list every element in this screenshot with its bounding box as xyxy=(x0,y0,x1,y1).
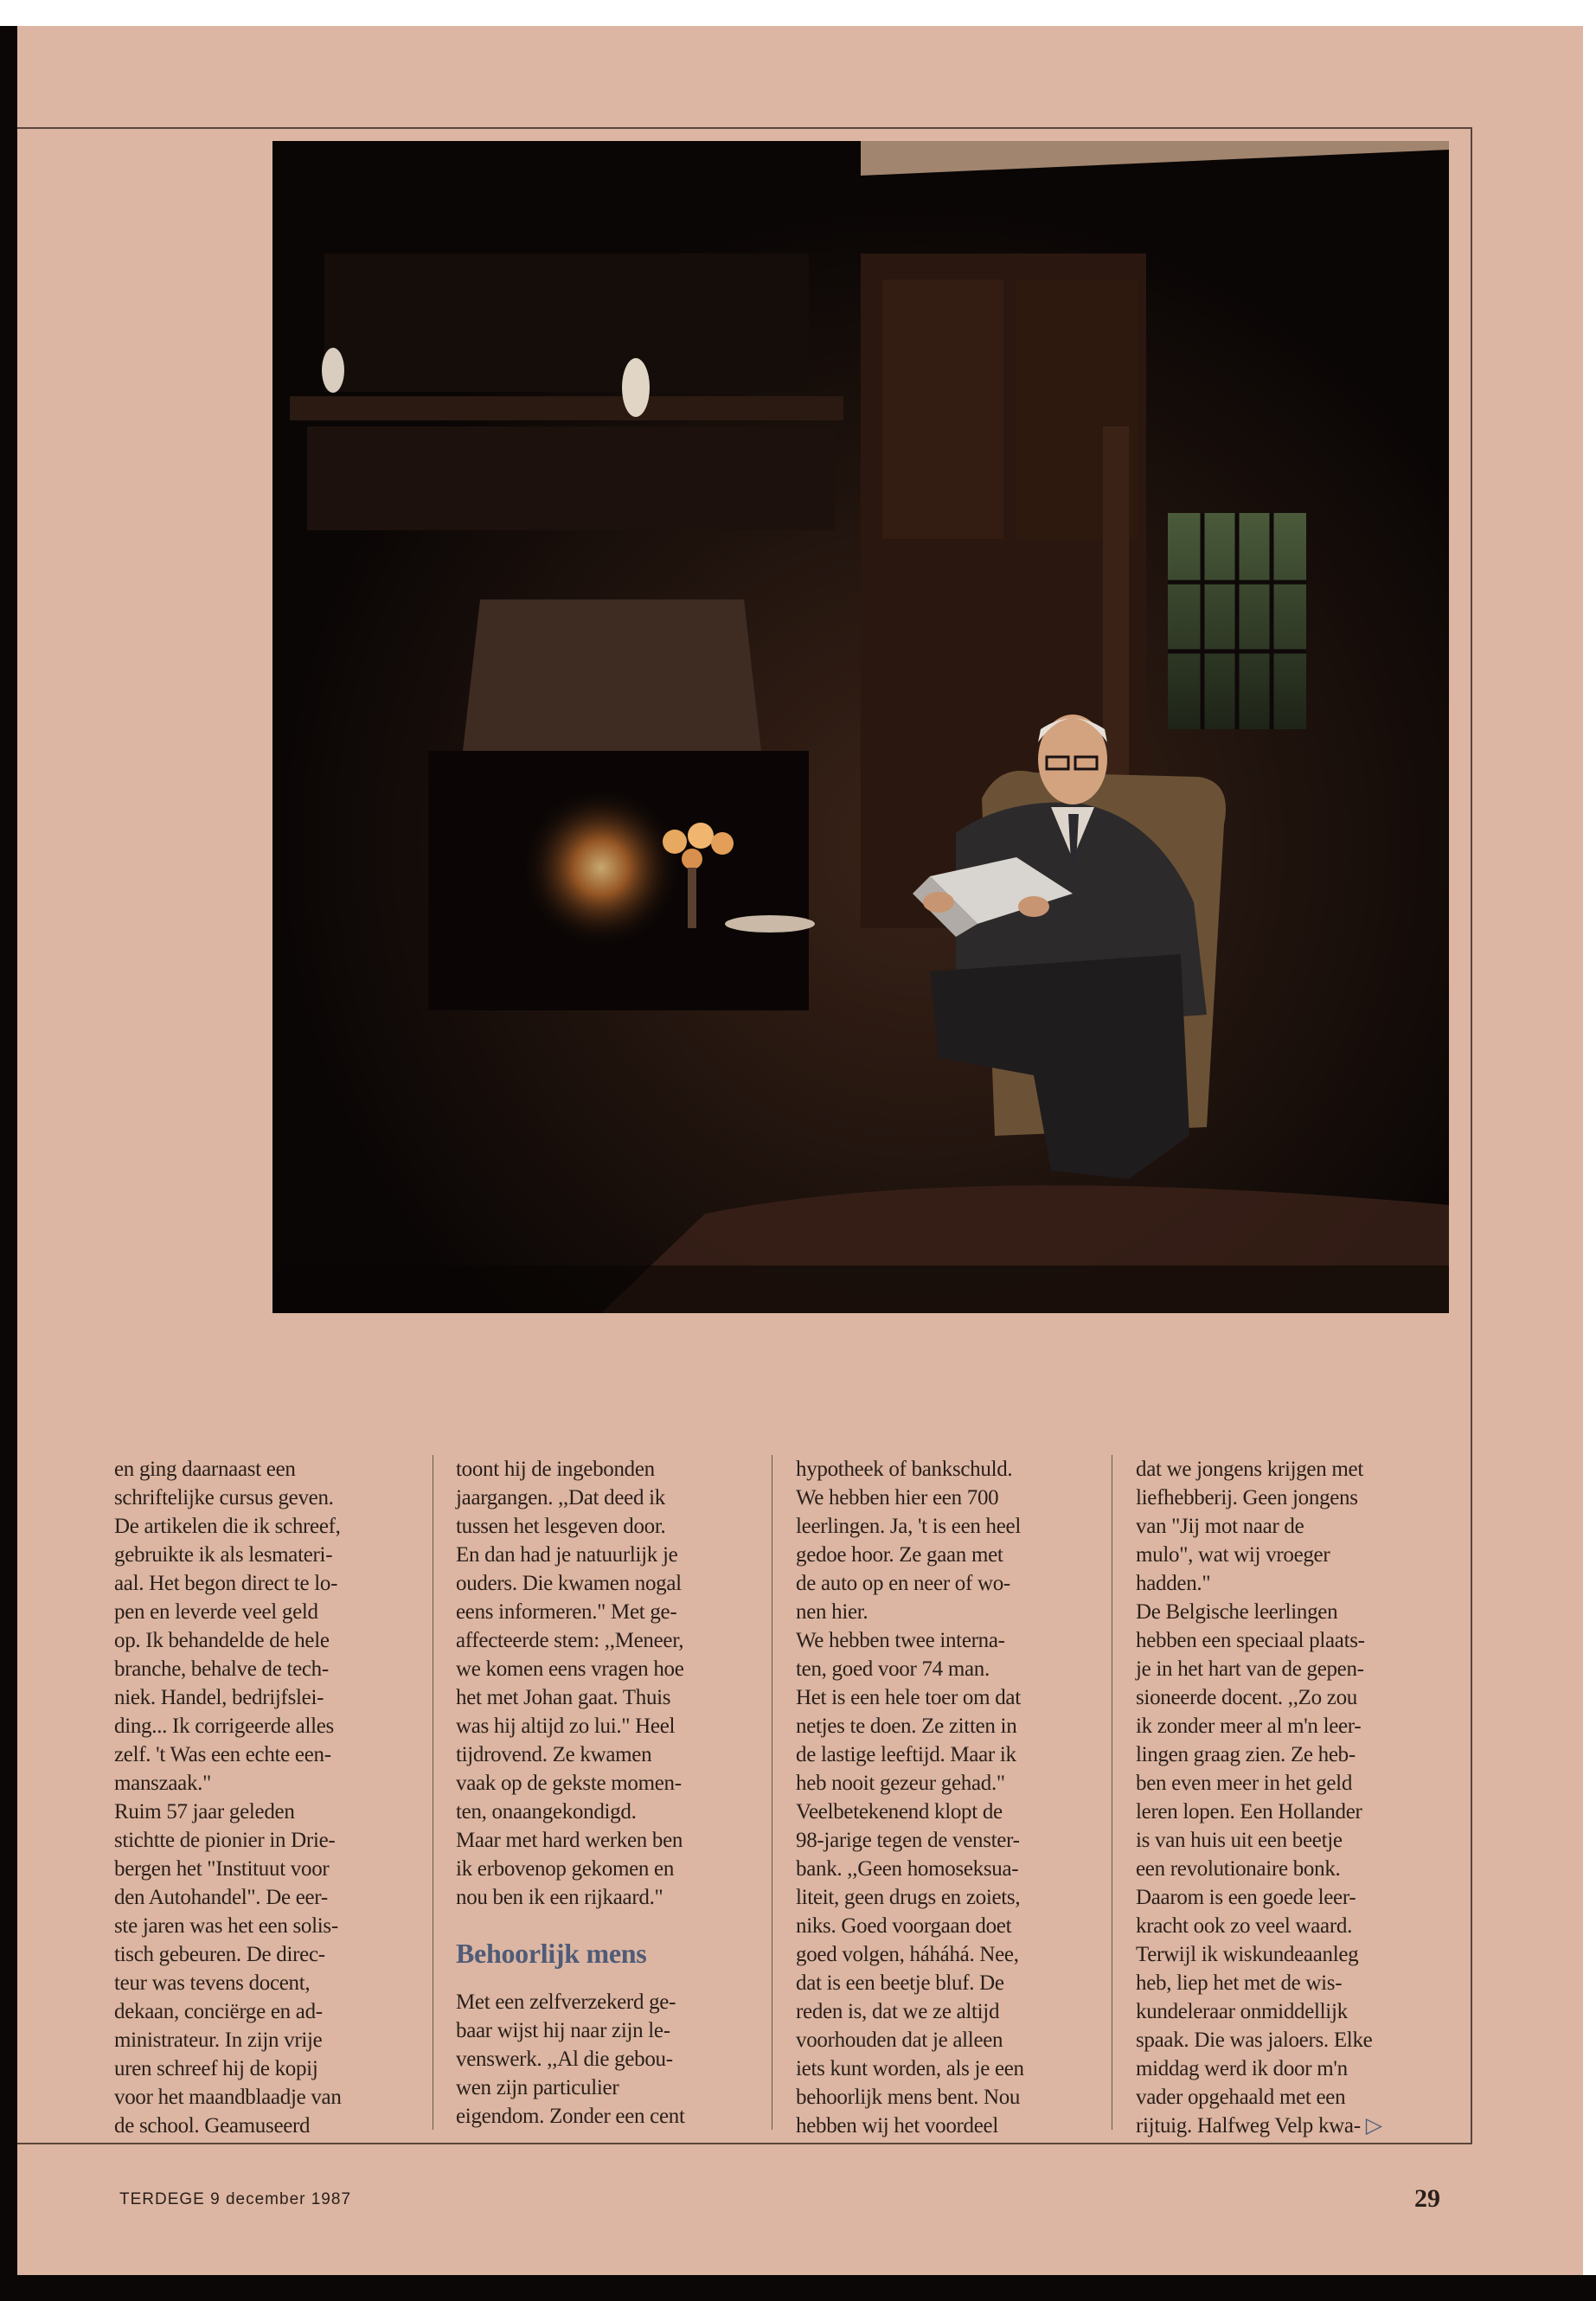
scan-edge-bottom xyxy=(0,2275,1596,2301)
photo-elderly-man-reading-by-fireplace-icon xyxy=(272,141,1449,1313)
article-column-4 xyxy=(1136,1455,1440,2140)
article-column-2 xyxy=(456,1455,760,2131)
column-2-text-a: toont hij de ingebonden jaargangen. ,,Dat deed ik tussen het lesgeven door. En dan had je natuurlijk je ouders. Die kwamen nogal eens informeren." Met ge- affecteerde stem: ,,Meneer, we komen eens vragen hoe het met Johan gaat. Thuis was hij altijd zo lui." Heel tijdrovend. Ze kwamen vaak op de gekste momen- ten, onaangekondigd. Maar met hard werken ben ik erbovenop gekomen en nou ben ik een rijkaard." xyxy=(456,1458,684,1909)
frame-rule-bottom xyxy=(17,2143,1472,2144)
publication-footer: TERDEGE 9 december 1987 xyxy=(119,2190,352,2208)
scan-edge-left xyxy=(0,26,17,2284)
frame-rule-right xyxy=(1471,127,1472,2143)
column-4-text xyxy=(1136,1455,1440,2140)
column-4-body: dat we jongens krijgen met liefhebberij. Geen jongens van "Jij mot naar de mulo", wat wij vroeger hadden." De Belgische leerlingen hebben een speciaal plaats- je in het hart van de gepen- sioneerde docent. ,,Zo zou ik zonder meer al m'n leer- lingen graag zien. Ze heb- ben even meer in het geld leren lopen. Een Hollander is van huis uit een beetje een revolutionaire bonk. Daarom is een goede leer- kracht ook zo veel waard. Terwijl ik wiskundeaanleg heb, liep het met de wis- kundeleraar onmiddellijk spaak. Die was jaloers. Elke middag werd ik door m'n vader opgehaald met een rijtuig. Halfweg Velp kwa- xyxy=(1136,1458,1373,2138)
column-2-text-b: Met een zelfverzekerd ge- baar wijst hij naar zijn le- venswerk. ,,Al die gebou- wen zijn particulier eigendom. Zonder een cent xyxy=(456,1990,685,2128)
column-1-text: en ging daarnaast een schriftelijke cursus geven. De artikelen die ik schreef, gebruikte ik als lesmateri- aal. Het begon direct te lo- pen en leverde veel geld op. Ik behandelde de hele branche, behalve de tech- niek. Handel, bedrijfslei- ding... Ik corrigeerde alles zelf. 't Was een echte een- manszaak." Ruim 57 jaar geleden stichtte de pionier in Drie- bergen het "Instituut voor den Autohandel". De eer- ste jaren was het een solis- tisch gebeuren. De direc- teur was tevens docent, dekaan, conciërge en ad- ministrateur. In zijn vrije uren schreef hij de kopij voor het maandblaadje van de school. Geamuseerd xyxy=(114,1458,342,2138)
continue-arrow-icon: ▷ xyxy=(1365,2114,1382,2138)
column-3-text: hypotheek of bankschuld. We hebben hier een 700 leerlingen. Ja, 't is een heel gedoe hoor. Ze gaan met de auto op en neer of wo- nen hier. We hebben twee interna- ten, goed voor 74 man. Het is een hele toer om dat netjes te doen. Ze zitten in de lastige leeftijd. Maar ik heb nooit gezeur gehad." Veelbetekenend klopt de 98-jarige tegen de venster- bank. ,,Geen homoseksua- liteit, geen drugs en zoiets, niks. Goed voorgaan doet goed volgen, háháhá. Nee, dat is een beetje bluf. De reden is, dat we ze altijd voorhouden dat je alleen iets kunt worden, als je een behoorlijk mens bent. Nou hebben wij het voordeel xyxy=(796,1458,1024,2138)
magazine-page xyxy=(17,26,1583,2275)
page-number: 29 xyxy=(1414,2184,1440,2213)
article-photo xyxy=(272,141,1449,1313)
article-column-3 xyxy=(796,1455,1100,2140)
frame-rule-top xyxy=(17,127,1471,129)
article-column-1 xyxy=(114,1455,419,2140)
subheading: Behoorlijk mens xyxy=(456,1938,647,1969)
